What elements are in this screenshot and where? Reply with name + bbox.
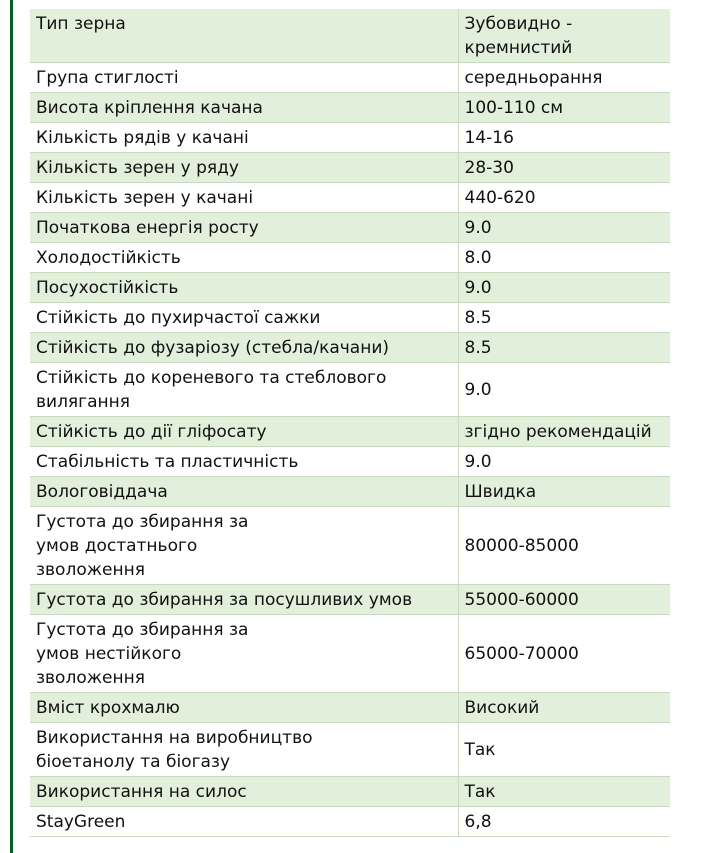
row-value: 8.0 [458, 243, 670, 273]
row-label: Початкова енергія росту [30, 213, 458, 243]
table-row [30, 693, 670, 723]
table-row [30, 273, 670, 303]
row-label: Висота кріплення качана [30, 93, 458, 123]
row-label: Посухостійкість [30, 273, 458, 303]
row-label: Тип зерна [30, 9, 458, 63]
row-value: 9.0 [458, 363, 670, 417]
row-label: StayGreen [30, 807, 458, 837]
row-value: Високий [458, 693, 670, 723]
table-row [30, 417, 670, 447]
row-value: Так [458, 777, 670, 807]
row-value: 8.5 [458, 303, 670, 333]
row-label: Група стиглості [30, 63, 458, 93]
row-value: середньорання [458, 63, 670, 93]
table-row [30, 615, 670, 693]
row-value: 55000-60000 [458, 585, 670, 615]
row-value: 9.0 [458, 273, 670, 303]
table-row [30, 477, 670, 507]
table-row [30, 507, 670, 585]
row-value: 440-620 [458, 183, 670, 213]
table-row [30, 447, 670, 477]
row-value: 9.0 [458, 213, 670, 243]
row-value: 28-30 [458, 153, 670, 183]
table-row [30, 303, 670, 333]
table-row [30, 9, 670, 63]
table-row [30, 723, 670, 777]
table-row [30, 333, 670, 363]
specs-table-container [30, 9, 670, 837]
row-label: Стійкість до фузаріозу (стебла/качани) [30, 333, 458, 363]
row-value: 6,8 [458, 807, 670, 837]
row-label: Вологовіддача [30, 477, 458, 507]
table-row [30, 183, 670, 213]
row-value: 14-16 [458, 123, 670, 153]
row-label: Холодостійкість [30, 243, 458, 273]
table-row [30, 63, 670, 93]
row-label: Використання на силос [30, 777, 458, 807]
row-label: Стійкість до пухирчастої сажки [30, 303, 458, 333]
specs-table [30, 9, 670, 837]
row-value: Так [458, 723, 670, 777]
row-label: Вміст крохмалю [30, 693, 458, 723]
row-label: Кількість рядів у качані [30, 123, 458, 153]
row-value: Швидка [458, 477, 670, 507]
row-value: 8.5 [458, 333, 670, 363]
row-label: Кількість зерен у качані [30, 183, 458, 213]
row-label: Стійкість до кореневого та стеблового вилягання [30, 363, 458, 417]
table-row [30, 213, 670, 243]
row-value: 100-110 см [458, 93, 670, 123]
row-label: Використання на виробництво біоетанолу та біогазу [30, 723, 458, 777]
row-label: Густота до збирання за умов нестійкого зволоження [30, 615, 458, 693]
row-label: Густота до збирання за посушливих умов [30, 585, 458, 615]
row-value: Зубовидно - кремнистий [458, 9, 670, 63]
row-label: Стійкість до дії гліфосату [30, 417, 458, 447]
table-row [30, 93, 670, 123]
row-value: згідно рекомендацій [458, 417, 670, 447]
row-label: Стабільність та пластичність [30, 447, 458, 477]
row-value: 65000-70000 [458, 615, 670, 693]
row-value: 80000-85000 [458, 507, 670, 585]
left-border-line [10, 0, 13, 853]
table-row [30, 363, 670, 417]
table-row [30, 777, 670, 807]
table-row [30, 153, 670, 183]
row-label: Кількість зерен у ряду [30, 153, 458, 183]
table-row [30, 585, 670, 615]
table-row [30, 243, 670, 273]
row-value: 9.0 [458, 447, 670, 477]
table-row [30, 123, 670, 153]
row-label: Густота до збирання за умов достатнього зволоження [30, 507, 458, 585]
table-row [30, 807, 670, 837]
